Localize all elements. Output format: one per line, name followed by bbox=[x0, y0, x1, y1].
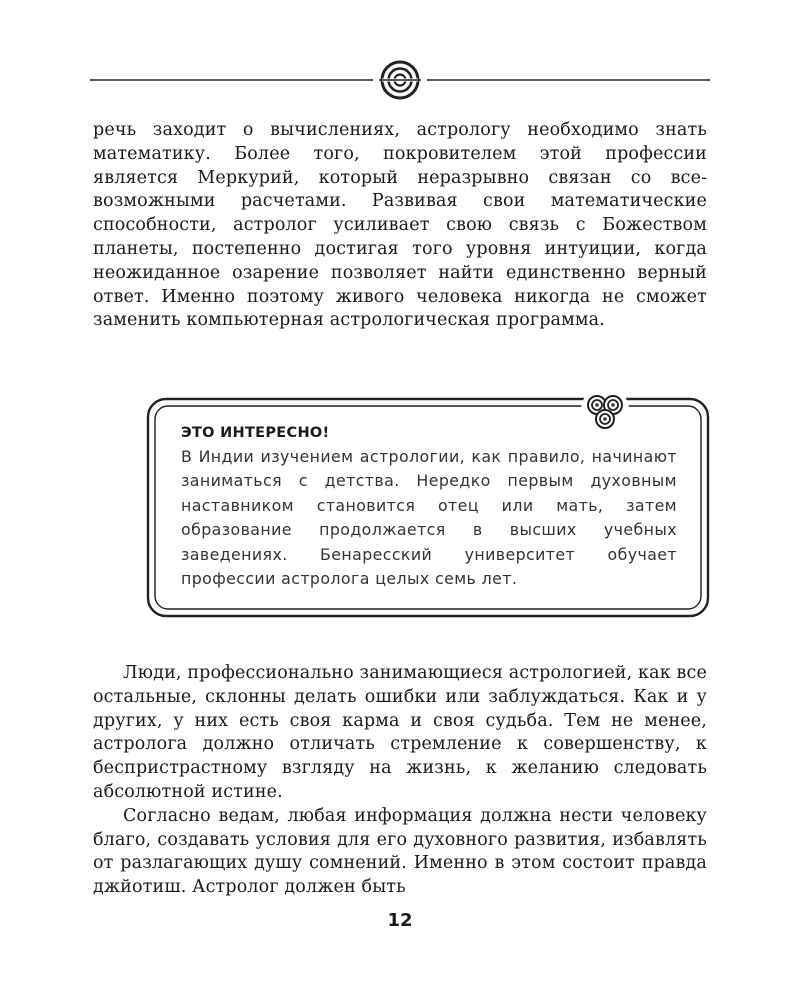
page-number: 12 bbox=[387, 910, 413, 931]
main-text-block bbox=[93, 662, 707, 900]
concentric-circles-ornament-icon bbox=[379, 62, 421, 98]
callout-box bbox=[145, 388, 713, 620]
body-paragraph: Согласно ведам, любая информация должна нести человеку благо, создавать условия для его духовного развития, избавлять от разлагающих душу сомнений. Именно в этом состоит правда джйотиш. Астролог должен быть bbox=[93, 805, 707, 898]
body-paragraph: Люди, профессионально занимающиеся астрологией, как все остальные, склонны делать ошибки или заблуждаться. Как и у других, у них есть своя карма и своя судьба. Тем не менее, астролога должно отличать стремление к совершенству, к беспристрастному взгляду на жизнь, к желанию следовать абсолютной истине. bbox=[93, 663, 707, 802]
intro-paragraph-block bbox=[93, 119, 707, 333]
header-rule bbox=[90, 56, 710, 100]
intro-paragraph: речь заходит о вычислениях, астрологу необходимо знать математику. Более того, покровителем этой профессии является Меркурий, который неразрывно связан со всевозможными расчетами. Развивая свои математические способности, астролог усиливает свою связь с Божеством планеты, постепенно достигая того уровня интуиции, когда неожиданное озарение позволяет найти единственно верный ответ. Именно поэтому живого человека никогда не сможет заменить компьютерная астрологическая программа. bbox=[93, 120, 707, 331]
callout-title: ЭТО ИНТЕРЕСНО! bbox=[181, 425, 330, 441]
callout-text: В Индии изучением астрологии, как правило, начинают заниматься с детства. Нередко первым духовным наставником становится отец или мать, затем образование продолжается в высших учебных заведениях. Бенаресский университет обучает профессии астролога целых семь лет. bbox=[181, 447, 677, 589]
